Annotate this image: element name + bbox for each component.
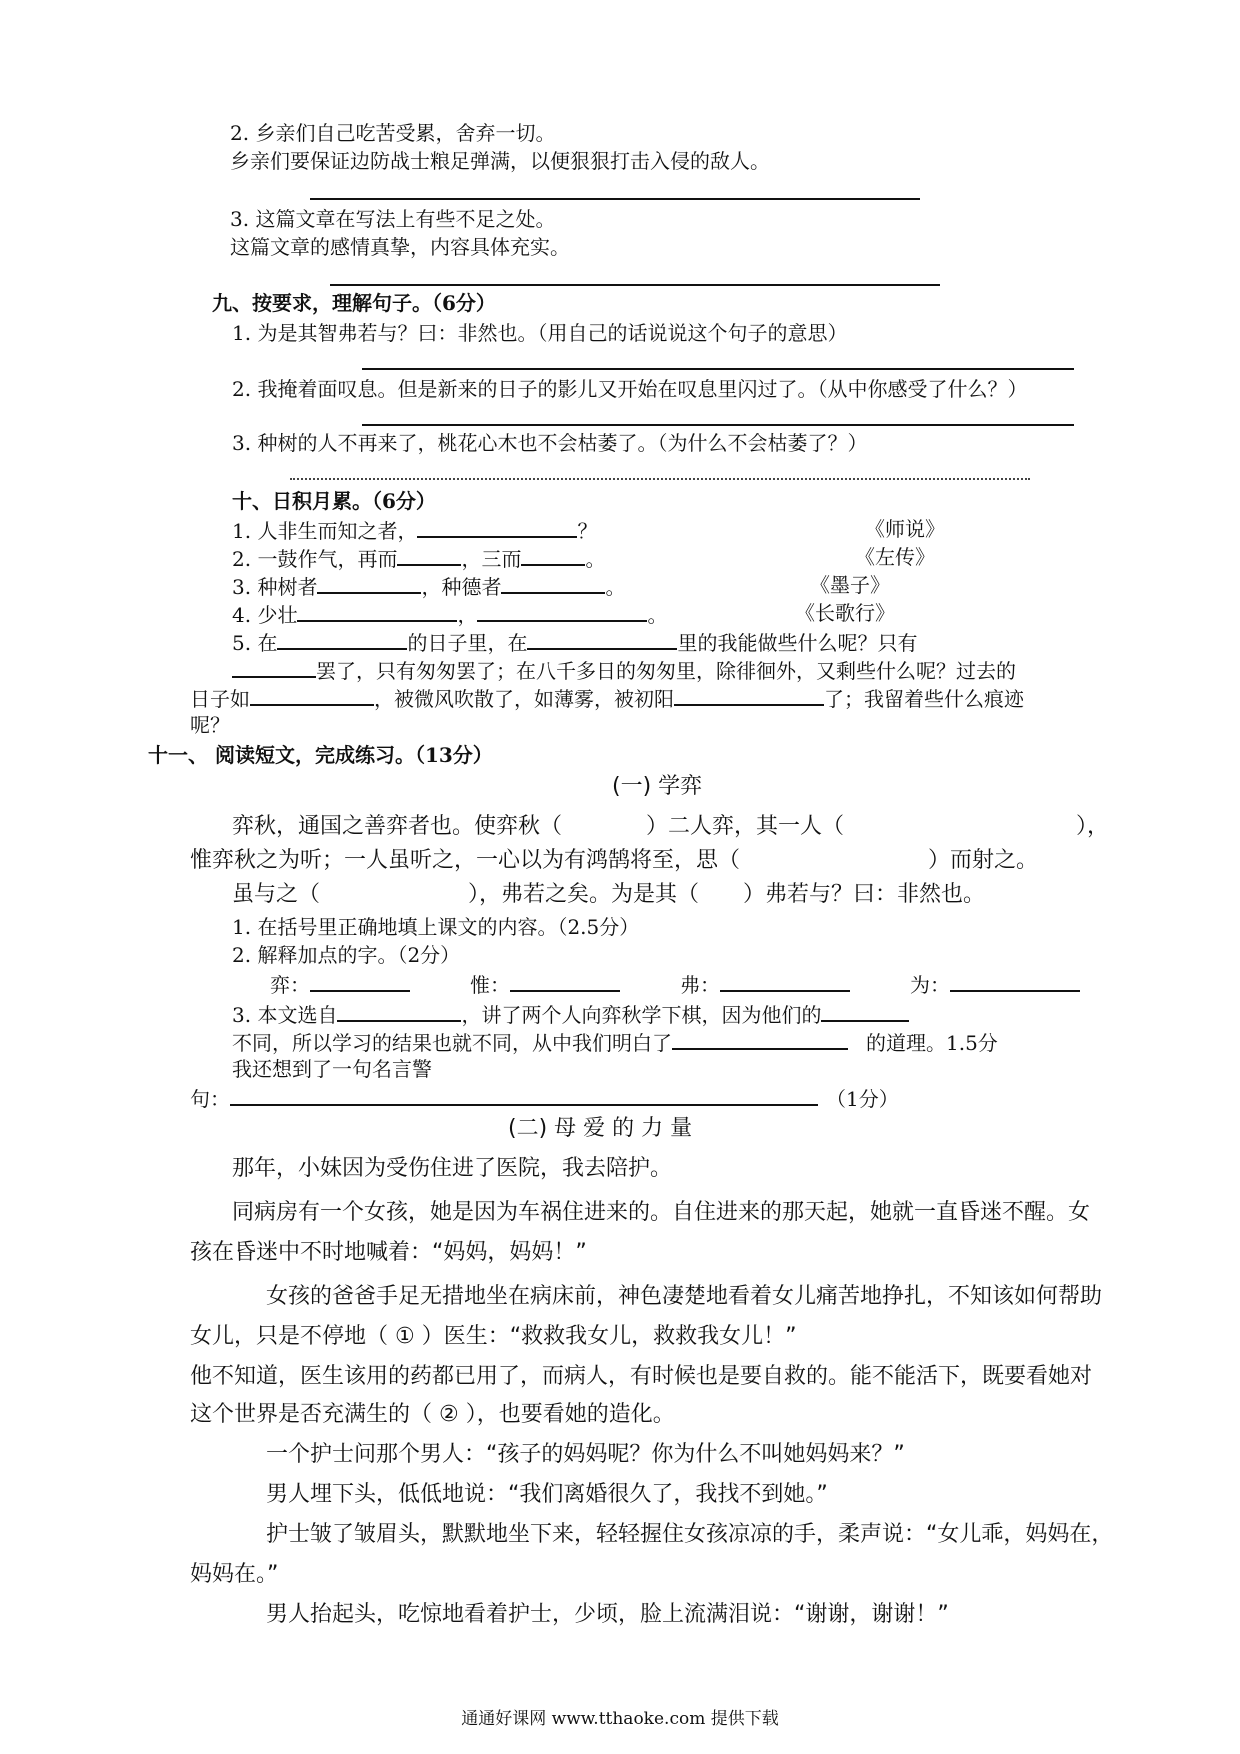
text: 3. 种树者 — [232, 575, 318, 599]
text: 弈秋，通国之善弈者也。使弈秋（ — [232, 814, 563, 839]
sec11-question-3-line-3: 我还想到了一句名言警 — [232, 1057, 432, 1081]
blank[interactable] — [510, 970, 620, 992]
blank[interactable] — [527, 628, 677, 650]
text: 句： — [190, 1087, 230, 1111]
text: ）二人弈，其一人（ — [646, 814, 845, 839]
text: ，种德者 — [421, 575, 502, 599]
blank[interactable] — [277, 628, 407, 650]
blank[interactable] — [950, 970, 1080, 992]
passage-2-line: 同病房有一个女孩，她是因为车祸住进来的。自住进来的那天起，她就一直昏迷不醒。女 — [232, 1200, 1091, 1225]
text: ）而射之。 — [928, 848, 1039, 873]
text: ， — [457, 603, 478, 627]
sec11-question-2: 2. 解释加点的字。（2分） — [232, 943, 461, 967]
passage-2-line: 妈妈在。” — [190, 1562, 279, 1587]
sec11-question-3-line-2 — [232, 1028, 998, 1056]
passage-1-line-1 — [232, 812, 1109, 842]
text: ？ — [577, 519, 598, 543]
passage-2-line: 女孩的爸爸手足无措地坐在病床前，神色凄楚地看着女儿痛苦地挣扎，不知该如何帮助 — [266, 1284, 1103, 1309]
blank[interactable] — [232, 656, 316, 678]
sec9-question-3: 3. 种树的人不再来了，桃花心木也不会枯萎了。（为什么不会枯萎了？） — [232, 431, 868, 455]
text: 里的我能做些什么呢？只有 — [677, 631, 918, 655]
answer-line[interactable] — [362, 368, 1074, 370]
answer-line-dotted[interactable] — [290, 478, 1030, 480]
blank[interactable] — [317, 572, 421, 594]
text: 了；我留着些什么痕迹 — [824, 687, 1024, 711]
section-9-title: 九、按要求，理解句子。（6分） — [212, 291, 496, 315]
text: 惟弈秋之为听；一人虽听之，一心以为有鸿鹄将至，思（ — [190, 848, 741, 873]
sec9-question-1: 1. 为是其智弗若与？曰：非然也。（用自己的话说说这个句子的意思） — [232, 321, 848, 345]
sec10-line-7 — [190, 684, 1024, 712]
text: 。 — [647, 603, 668, 627]
text: 罢了，只有匆匆罢了；在八千多日的匆匆里，除徘徊外，又剩些什么呢？过去的 — [316, 659, 1016, 683]
text: （1分） — [826, 1087, 899, 1111]
blank[interactable] — [417, 516, 577, 538]
text: ，被微风吹散了，如薄雾，被初阳 — [374, 687, 674, 711]
text: 3. 本文选自 — [232, 1003, 338, 1027]
text: ），弗若之矣。为是其（ — [468, 882, 700, 907]
text: 。 — [585, 547, 606, 571]
sec10-source-2: 《左传》 — [855, 545, 935, 569]
section-10-title: 十、日积月累。（6分） — [232, 489, 436, 513]
text: ）弗若与？曰：非然也。 — [743, 882, 986, 907]
passage-2-line: 孩在昏迷中不时地喊着：“妈妈，妈妈！” — [190, 1240, 587, 1265]
sec10-line-5 — [232, 628, 917, 656]
text: ）， — [1076, 814, 1110, 839]
sec8-item3-original: 3. 这篇文章在写法上有些不足之处。 — [230, 207, 556, 231]
text: 。 — [605, 575, 626, 599]
sec10-line-2 — [232, 544, 605, 572]
text: 4. 少壮 — [232, 603, 298, 627]
sec10-source-3: 《墨子》 — [810, 573, 890, 597]
text: ，讲了两个人向弈秋学下棋，因为他们的 — [461, 1003, 822, 1027]
text: 弈： — [270, 973, 310, 997]
text: 虽与之（ — [232, 882, 321, 907]
blank[interactable] — [521, 544, 585, 566]
sec11-question-2-words — [270, 970, 1080, 998]
passage-2-line: 护士皱了皱眉头，默默地坐下来，轻轻握住女孩凉凉的手，柔声说：“女儿乖，妈妈在， — [266, 1522, 1114, 1547]
passage-2-line: 男人抬起头，吃惊地看着护士，少顷，脸上流满泪说：“谢谢，谢谢！” — [266, 1602, 949, 1627]
blank[interactable] — [250, 684, 374, 706]
sec10-source-1: 《师说》 — [865, 517, 945, 541]
sec10-line-6 — [232, 656, 1016, 684]
passage-2-title: (二) 母 爱 的 力 量 — [508, 1116, 693, 1141]
passage-2-line: 那年，小妹因为受伤住进了医院，我去陪护。 — [232, 1156, 673, 1181]
text: 1. 人非生而知之者， — [232, 519, 418, 543]
sec9-question-2: 2. 我掩着面叹息。但是新来的日子的影儿又开始在叹息里闪过了。（从中你感受了什么？） — [232, 377, 1028, 401]
answer-line[interactable] — [330, 284, 940, 286]
sec8-item2-revised: 乡亲们要保证边防战士粮足弹满，以便狠狠打击入侵的敌人。 — [230, 149, 770, 173]
sec8-item3-revised: 这篇文章的感情真挚，内容具体充实。 — [230, 235, 570, 259]
passage-2-line: 一个护士问那个男人：“孩子的妈妈呢？你为什么不叫她妈妈来？” — [266, 1442, 905, 1467]
blank[interactable] — [674, 684, 824, 706]
text: 惟： — [470, 973, 510, 997]
sec11-question-1: 1. 在括号里正确地填上课文的内容。（2.5分） — [232, 915, 640, 939]
sec10-source-4: 《长歌行》 — [795, 601, 895, 625]
blank[interactable] — [720, 970, 850, 992]
passage-1-title: (一) 学弈 — [612, 774, 703, 799]
blank[interactable] — [310, 970, 410, 992]
sec10-line-3 — [232, 572, 625, 600]
text: 日子如 — [190, 687, 250, 711]
text: 弗： — [680, 973, 720, 997]
sec10-line-1 — [232, 516, 597, 544]
text: 不同，所以学习的结果也就不同，从中我们明白了 — [232, 1031, 672, 1055]
text: 2. 一鼓作气，再而 — [232, 547, 398, 571]
passage-2-line: 男人埋下头，低低地说：“我们离婚很久了，我找不到她。” — [266, 1482, 828, 1507]
blank[interactable] — [230, 1084, 818, 1106]
sec10-line-4 — [232, 600, 667, 628]
sec11-question-3-line-1 — [232, 1000, 909, 1028]
sec11-question-3-line-4 — [190, 1084, 899, 1112]
passage-2-line: 他不知道，医生该用的药都已用了，而病人，有时候也是要自救的。能不能活下，既要看她对 — [190, 1364, 1093, 1389]
blank[interactable] — [337, 1000, 461, 1022]
answer-line[interactable] — [362, 424, 1074, 426]
sec10-line-8: 呢？ — [190, 713, 230, 737]
text: 为： — [910, 973, 950, 997]
blank[interactable] — [672, 1028, 848, 1050]
text: ，三而 — [461, 547, 522, 571]
section-11-title: 十一、 阅读短文，完成练习。（13分） — [148, 743, 493, 767]
passage-2-line: 这个世界是否充满生的（ ② ），也要看她的造化。 — [190, 1402, 675, 1427]
passage-2-line: 女儿，只是不停地（ ① ）医生：“救救我女儿，救救我女儿！” — [190, 1324, 797, 1349]
blank[interactable] — [397, 544, 461, 566]
answer-line[interactable] — [310, 198, 920, 200]
text: 的日子里，在 — [407, 631, 528, 655]
passage-1-line-2 — [190, 846, 1038, 876]
blank[interactable] — [501, 572, 605, 594]
sec8-item2-original: 2. 乡亲们自己吃苦受累，舍弃一切。 — [230, 121, 556, 145]
text: 5. 在 — [232, 631, 278, 655]
blank[interactable] — [477, 600, 647, 622]
text: 的道理。1.5分 — [866, 1031, 998, 1055]
passage-1-line-3 — [232, 880, 985, 910]
blank[interactable] — [821, 1000, 909, 1022]
blank[interactable] — [297, 600, 457, 622]
page-footer: 通通好课网 www.tthaoke.com 提供下载 — [461, 1709, 779, 1729]
